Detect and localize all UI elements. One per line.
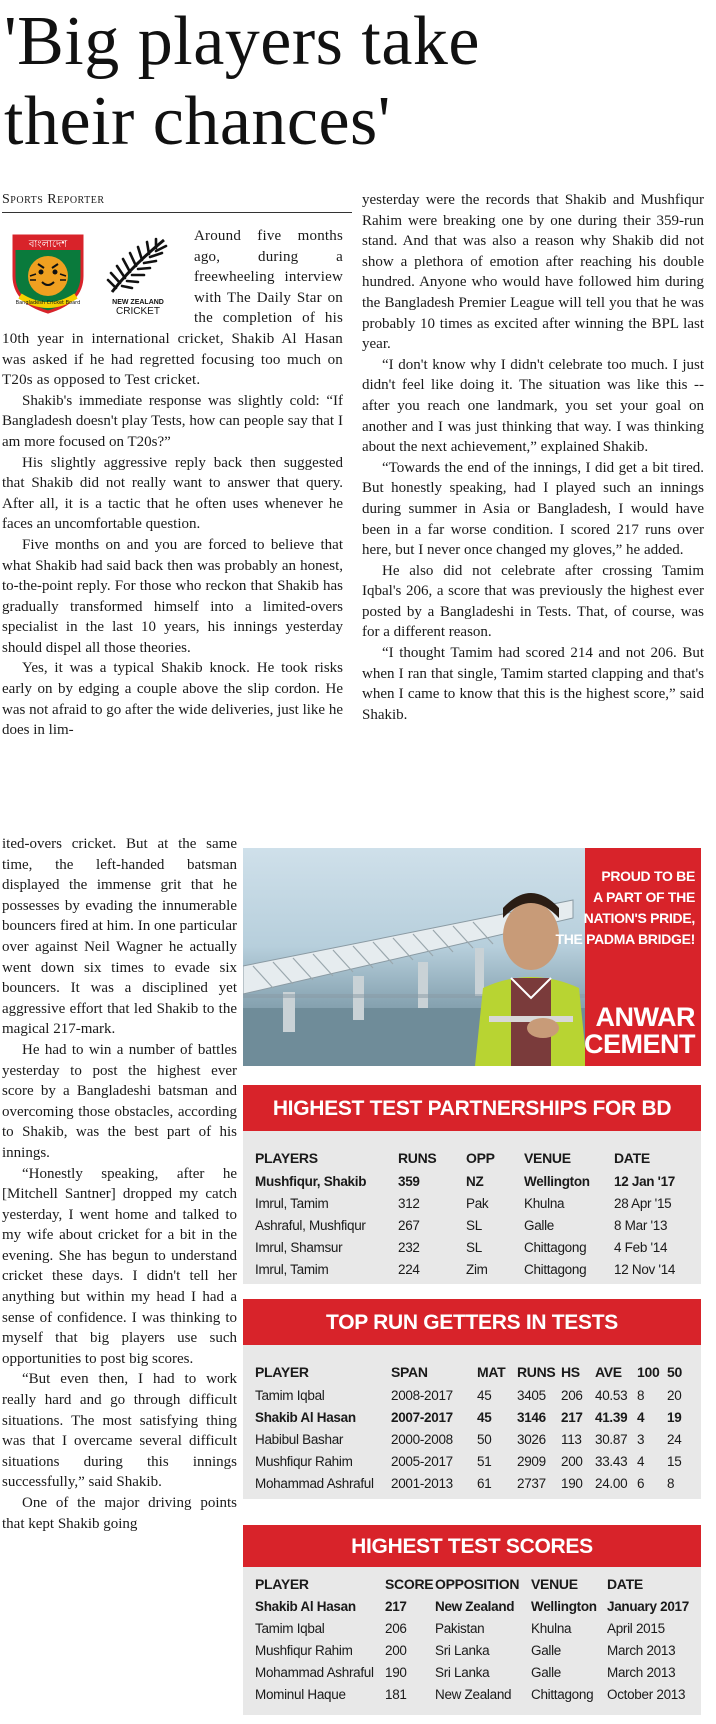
table-cell: Chittagong bbox=[524, 1261, 587, 1277]
ad-brand-line-2: CEMENT bbox=[584, 1029, 695, 1059]
table-cell: October 2013 bbox=[607, 1686, 686, 1702]
table-cell: 2007-2017 bbox=[391, 1409, 453, 1425]
table-cell: Mushfiqur Rahim bbox=[255, 1642, 353, 1658]
table-cell: 12 Nov '14 bbox=[614, 1261, 676, 1277]
table-cell: 206 bbox=[385, 1620, 407, 1636]
nz-silver-fern-logo-icon bbox=[102, 236, 172, 316]
paragraph: Around five months ago, during a freewheeling interview with The Daily Star on the completion of his 10th year in international cricket, Shakib Al Hasan was asked if he had regretted focusing too much on T20s as opposed to Test cricket. bbox=[2, 228, 343, 389]
paragraph: He had to win a number of battles yesterday to post the highest ever score by a Bangladeshi batsman and overcoming those obstacles, according to Shakib, was the best part of his innings. bbox=[2, 1041, 237, 1161]
table-cell: Galle bbox=[531, 1664, 562, 1680]
table-cell: 312 bbox=[398, 1195, 420, 1211]
byline: Sports Reporter bbox=[2, 192, 105, 207]
table-cell: Habibul Bashar bbox=[255, 1431, 344, 1447]
table-cell: 50 bbox=[477, 1431, 492, 1447]
table-header: VENUE bbox=[524, 1149, 571, 1166]
table-cell: Mominul Haque bbox=[255, 1686, 346, 1702]
table-cell: 61 bbox=[477, 1475, 492, 1491]
table-cell: 41.39 bbox=[595, 1409, 628, 1425]
table-cell: Imrul, Tamim bbox=[255, 1261, 329, 1277]
table-cell: Imrul, Tamim bbox=[255, 1195, 329, 1211]
partnerships-table bbox=[255, 1145, 689, 1280]
table-cell: 190 bbox=[385, 1664, 407, 1680]
advertisement bbox=[243, 848, 701, 1066]
table-cell: 267 bbox=[398, 1217, 420, 1233]
table-cell: 15 bbox=[667, 1453, 682, 1469]
article-column-1-narrow bbox=[2, 834, 237, 1534]
table-cell: 24.00 bbox=[595, 1475, 628, 1491]
table-cell: 224 bbox=[398, 1261, 420, 1277]
table-cell: 8 bbox=[637, 1387, 645, 1403]
table-row bbox=[255, 1472, 689, 1494]
paragraph: “Towards the end of the innings, I did get a bit tired. But honestly speaking, had I played such an innings during summer in Asia or Bangladesh, I would have been in a far worse condition. I scored 217 runs over here, but I never once changed my gloves,” he added. bbox=[362, 459, 704, 559]
table-header: AVE bbox=[595, 1363, 622, 1380]
run-getters-table-title: TOP RUN GETTERS IN TESTS bbox=[243, 1299, 701, 1345]
table-cell: 2000-2008 bbox=[391, 1431, 453, 1447]
table-row bbox=[255, 1170, 689, 1192]
table-cell: 217 bbox=[561, 1409, 583, 1425]
ad-slogan-line: A PART OF THE bbox=[593, 889, 695, 905]
table-row bbox=[255, 1384, 689, 1406]
highest-scores-table-title: HIGHEST TEST SCORES bbox=[243, 1525, 701, 1567]
paragraph: “But even then, I had to work really hard and go through difficult situations. The most satisfying thing was that I overcame several difficult situations during this innings successfully,” said Shakib. bbox=[2, 1371, 237, 1491]
table-cell: 3146 bbox=[517, 1409, 546, 1425]
bcb-tiger-logo-icon bbox=[6, 230, 90, 314]
table-cell: 3 bbox=[637, 1431, 645, 1447]
table-header-row bbox=[255, 1145, 689, 1170]
table-cell: 217 bbox=[385, 1598, 407, 1614]
partnerships-table-title: HIGHEST TEST PARTNERSHIPS FOR BD bbox=[243, 1085, 701, 1131]
table-cell: Mohammad Ashraful bbox=[255, 1664, 374, 1680]
table-row bbox=[255, 1258, 689, 1280]
table-cell: New Zealand bbox=[435, 1598, 515, 1614]
paragraph: yesterday were the records that Shakib and Mushfiqur Rahim were breaking one by one during their 359-run stand. And that was also a reason why Shakib did not show a plethora of emotion after reaching his double hundred. Anyone who would have followed him during the Bangladesh Premier League will tell you that he was probably 10 times as excited after winning the BPL last year. bbox=[362, 192, 704, 353]
table-cell: 19 bbox=[667, 1409, 682, 1425]
table-cell: January 2017 bbox=[607, 1598, 689, 1614]
table-cell: 3026 bbox=[517, 1431, 546, 1447]
table-cell: March 2013 bbox=[607, 1664, 676, 1680]
table-header: DATE bbox=[614, 1149, 650, 1166]
table-cell: Zim bbox=[466, 1261, 488, 1277]
table-cell: 28 Apr '15 bbox=[614, 1195, 672, 1211]
ad-slogan-line: PROUD TO BE bbox=[601, 868, 695, 884]
table-cell: 12 Jan '17 bbox=[614, 1173, 676, 1189]
paragraph: His slightly aggressive reply back then suggested that Shakib did not really want to answer that query. After all, it is a tactic that he often uses whenever he faces an uncomfortable question. bbox=[2, 454, 343, 533]
byline-rule bbox=[2, 212, 352, 213]
table-cell: 206 bbox=[561, 1387, 583, 1403]
paragraph: One of the major driving points that kept Shakib going bbox=[2, 1495, 237, 1532]
table-header: SPAN bbox=[391, 1363, 428, 1380]
table-row bbox=[255, 1450, 689, 1472]
table-cell: 4 bbox=[637, 1453, 645, 1469]
table-cell: 6 bbox=[637, 1475, 645, 1491]
table-row bbox=[255, 1428, 689, 1450]
paragraph: “Honestly speaking, after he [Mitchell Santner] dropped my catch yesterday, I went home and talked to my wife about cricket for a bit in the evening. She has begun to understand cricket these days. I didn't tell her anything but within my head I had a sense of confidence. I was thinking to myself that big players use such opportunities to post big scores. bbox=[2, 1165, 237, 1367]
table-cell: 3405 bbox=[517, 1387, 546, 1403]
table-cell: 40.53 bbox=[595, 1387, 628, 1403]
table-header: PLAYER bbox=[255, 1363, 309, 1380]
table-header-row bbox=[255, 1573, 695, 1595]
table-cell: Wellington bbox=[524, 1173, 590, 1189]
highest-scores-table-box bbox=[243, 1525, 701, 1715]
table-cell: 45 bbox=[477, 1387, 492, 1403]
paragraph: He also did not celebrate after crossing Tamim Iqbal's 206, a score that was previously the highest ever posted by a Bangladeshi in Tests. That, of course, was for a different reason. bbox=[362, 562, 704, 641]
table-header: HS bbox=[561, 1363, 580, 1380]
table-row bbox=[255, 1214, 689, 1236]
table-row bbox=[255, 1617, 695, 1639]
table-cell: Khulna bbox=[524, 1195, 565, 1211]
table-cell: 200 bbox=[385, 1642, 407, 1658]
table-cell: 33.43 bbox=[595, 1453, 628, 1469]
table-cell: SL bbox=[466, 1217, 482, 1233]
table-cell: Wellington bbox=[531, 1598, 597, 1614]
table-cell: 8 Mar '13 bbox=[614, 1217, 668, 1233]
table-cell: NZ bbox=[466, 1173, 484, 1189]
bcb-logo-ring-text: Bangladesh Cricket Board bbox=[15, 300, 81, 306]
table-cell: 232 bbox=[398, 1239, 420, 1255]
table-cell: Pak bbox=[466, 1195, 489, 1211]
table-cell: Chittagong bbox=[531, 1686, 594, 1702]
table-row bbox=[255, 1595, 695, 1617]
table-header: SCORE bbox=[385, 1576, 434, 1592]
table-cell: 2737 bbox=[517, 1475, 546, 1491]
paragraph: Shakib's immediate response was slightly cold: “If Bangladesh doesn't play Tests, how can people say that I am more focused on T20s?” bbox=[2, 392, 343, 450]
table-cell: Imrul, Shamsur bbox=[255, 1239, 343, 1255]
headline bbox=[4, 2, 704, 162]
logos bbox=[2, 226, 188, 326]
table-header: DATE bbox=[607, 1576, 643, 1592]
table-row bbox=[255, 1406, 689, 1428]
table-cell: Mushfiqur, Shakib bbox=[255, 1173, 367, 1189]
table-header: RUNS bbox=[517, 1363, 556, 1380]
run-getters-table bbox=[255, 1359, 689, 1494]
table-cell: Galle bbox=[531, 1642, 562, 1658]
table-row bbox=[255, 1639, 695, 1661]
ad-slogan-line: THE PADMA BRIDGE! bbox=[555, 931, 695, 947]
table-cell: 181 bbox=[385, 1686, 407, 1702]
table-cell: 4 Feb '14 bbox=[614, 1239, 668, 1255]
table-cell: Galle bbox=[524, 1217, 555, 1233]
table-cell: 45 bbox=[477, 1409, 492, 1425]
partnerships-table-box bbox=[243, 1085, 701, 1284]
table-cell: 113 bbox=[561, 1431, 582, 1447]
table-header: OPPOSITION bbox=[435, 1576, 520, 1592]
table-cell: Ashraful, Mushfiqur bbox=[255, 1217, 366, 1233]
table-cell: Chittagong bbox=[524, 1239, 587, 1255]
paragraph: ited-overs cricket. But at the same time, the left-handed batsman displayed the immense grit that he possesses by evading the innumerable bouncers fired at him. In one particular over against Neil Wagner he actually went down six times to evade six bouncers. It was a disciplined yet aggressive effort that led Shakib to the magical 217-mark. bbox=[2, 836, 237, 1038]
table-cell: New Zealand bbox=[435, 1686, 512, 1702]
table-header: 50 bbox=[667, 1363, 682, 1380]
table-cell: March 2013 bbox=[607, 1642, 676, 1658]
article-column-1 bbox=[2, 226, 343, 741]
headline-line-2: their chances' bbox=[4, 83, 391, 160]
article-column-2 bbox=[362, 190, 704, 725]
table-cell: Khulna bbox=[531, 1620, 572, 1636]
table-cell: Shakib Al Hasan bbox=[255, 1598, 356, 1614]
table-header: MAT bbox=[477, 1363, 506, 1380]
table-row bbox=[255, 1236, 689, 1258]
table-row bbox=[255, 1661, 695, 1683]
table-header: RUNS bbox=[398, 1149, 437, 1166]
table-cell: Mohammad Ashraful bbox=[255, 1475, 374, 1491]
table-header: PLAYERS bbox=[255, 1149, 318, 1166]
table-cell: 51 bbox=[477, 1453, 492, 1469]
paragraph: Yes, it was a typical Shakib knock. He took risks early on by edging a couple above the slip cordon. He was not afraid to go after the wide deliveries, just like he does in lim- bbox=[2, 660, 343, 739]
table-cell: 2909 bbox=[517, 1453, 546, 1469]
ad-brand-line-1: ANWAR bbox=[595, 1002, 695, 1032]
bcb-logo-text: বাংলাদেশ bbox=[28, 239, 68, 250]
table-cell: 359 bbox=[398, 1173, 420, 1189]
table-header: OPP bbox=[466, 1149, 495, 1166]
table-header: VENUE bbox=[531, 1576, 578, 1592]
ad-brand bbox=[584, 1004, 695, 1058]
table-cell: 2008-2017 bbox=[391, 1387, 453, 1403]
table-header-row bbox=[255, 1359, 689, 1384]
table-row bbox=[255, 1683, 695, 1705]
ad-slogan-line: NATION'S PRIDE, bbox=[583, 910, 695, 926]
table-cell: 24 bbox=[667, 1431, 682, 1447]
table-cell: 8 bbox=[667, 1475, 675, 1491]
table-cell: 190 bbox=[561, 1475, 583, 1491]
ad-slogan bbox=[525, 866, 695, 950]
highest-scores-table bbox=[255, 1573, 695, 1705]
paragraph: “I thought Tamim had scored 214 and not 206. But when I ran that single, Tamim started clapping and that's when I came to know that this is the highest score,” said Shakib. bbox=[362, 645, 704, 723]
paragraph: “I don't know why I didn't celebrate too much. I just didn't feel like doing it. The situation was like this -- after you reach one landmark, you set your goal on another and I was just thinking that way. I was thinking about the next achievement,” explained Shakib. bbox=[362, 356, 704, 456]
table-row bbox=[255, 1192, 689, 1214]
nz-logo-line-2: CRICKET bbox=[116, 306, 160, 316]
table-cell: Shakib Al Hasan bbox=[255, 1409, 356, 1425]
run-getters-table-box bbox=[243, 1299, 701, 1499]
paragraph: Five months on and you are forced to believe that what Shakib had said back then was probably an honest, to-the-point reply. For those who reckon that Shakib has gradually transformed himself into a limited-overs specialist in the last 10 years, his innings yesterday should dispel all those theories. bbox=[2, 536, 343, 656]
table-cell: 2001-2013 bbox=[391, 1475, 453, 1491]
headline-line-1: 'Big players take bbox=[4, 3, 480, 80]
table-cell: April 2015 bbox=[607, 1620, 665, 1636]
table-header: 100 bbox=[637, 1363, 660, 1380]
table-cell: SL bbox=[466, 1239, 482, 1255]
table-cell: Tamim Iqbal bbox=[255, 1620, 325, 1636]
table-cell: Tamim Iqbal bbox=[255, 1387, 325, 1403]
table-cell: Pakistan bbox=[435, 1620, 485, 1636]
table-cell: 200 bbox=[561, 1453, 583, 1469]
table-cell: Sri Lanka bbox=[435, 1642, 490, 1658]
nz-logo-line-1: NEW ZEALAND bbox=[112, 299, 164, 306]
table-cell: 30.87 bbox=[595, 1431, 628, 1447]
table-cell: Sri Lanka bbox=[435, 1664, 490, 1680]
table-cell: 20 bbox=[667, 1387, 682, 1403]
table-cell: 2005-2017 bbox=[391, 1453, 453, 1469]
table-cell: 4 bbox=[637, 1409, 645, 1425]
table-header: PLAYER bbox=[255, 1576, 309, 1592]
table-cell: Mushfiqur Rahim bbox=[255, 1453, 353, 1469]
